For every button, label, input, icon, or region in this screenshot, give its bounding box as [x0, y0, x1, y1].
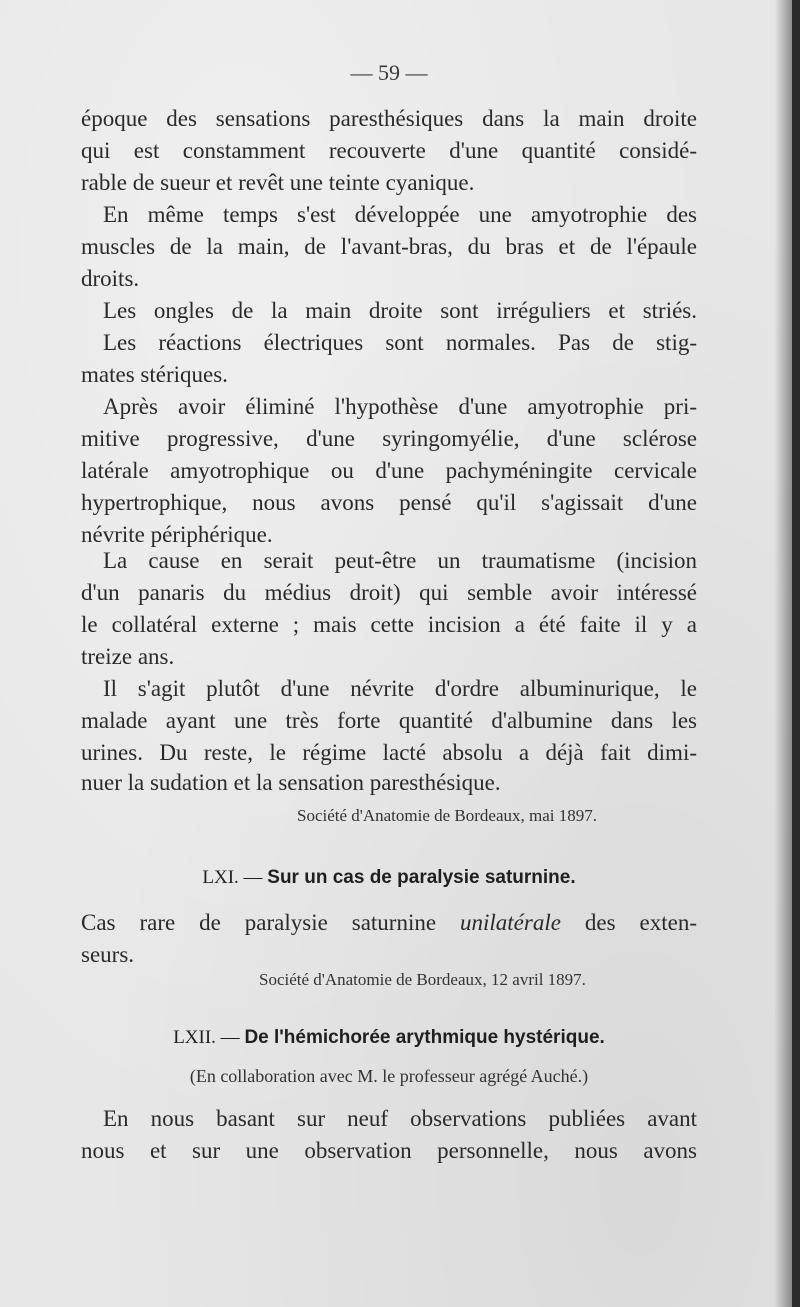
- text-line: d'un panaris du médius droit) qui semble avoir intéressé: [81, 580, 697, 605]
- section-title: De l'hémichorée arythmique hystérique.: [244, 1027, 605, 1048]
- text-segment: Cas rare de paralysie saturnine: [81, 910, 461, 935]
- text-line: nous et sur une observation personnelle, nous avons: [81, 1138, 697, 1163]
- italic-text: unilatérale: [460, 910, 561, 935]
- text-line: rable de sueur et revêt une teinte cyanique.: [81, 170, 475, 195]
- book-page: [81, 0, 697, 1307]
- section-number: LXI. —: [202, 867, 268, 888]
- text-line: [81, 908, 697, 938]
- text-line: treize ans.: [81, 644, 175, 669]
- text-line: En nous basant sur neuf observations publiées avant: [103, 1106, 697, 1131]
- section-title: Sur un cas de paralysie saturnine.: [267, 867, 576, 888]
- text-line: Les réactions électriques sont normales. Pas de stig-: [103, 330, 697, 355]
- text-line: seurs.: [81, 942, 135, 967]
- text-line: mitive progressive, d'une syringomyélie, d'une sclérose: [81, 426, 697, 451]
- text-segment: des exten-: [560, 910, 697, 935]
- text-line: muscles de la main, de l'avant-bras, du bras et de l'épaule: [81, 234, 697, 259]
- text-line: droits.: [81, 266, 140, 291]
- text-line: Il s'agit plutôt d'une névrite d'ordre albuminurique, le: [103, 676, 697, 701]
- text-line: Après avoir éliminé l'hypothèse d'une amyotrophie pri-: [103, 394, 697, 419]
- text-line: nuer la sudation et la sensation paresthésique.: [81, 770, 501, 795]
- text-line: mates stériques.: [81, 362, 228, 387]
- text-line: époque des sensations paresthésiques dans la main droite: [81, 106, 697, 131]
- page-edge: [792, 0, 800, 1307]
- text-line: hypertrophique, nous avons pensé qu'il s'agissait d'une: [81, 490, 697, 515]
- text-line: le collatéral externe ; mais cette incision a été faite il y a: [81, 612, 697, 637]
- text-line: qui est constamment recouverte d'une quantité considé-: [81, 138, 697, 163]
- collaboration-note: (En collaboration avec M. le professeur agrégé Auché.): [189, 1066, 589, 1086]
- section-number: LXII. —: [173, 1027, 245, 1048]
- text-line: La cause en serait peut-être un traumatisme (incision: [103, 548, 697, 573]
- text-line: névrite périphérique.: [81, 522, 273, 547]
- text-line: malade ayant une très forte quantité d'albumine dans les: [81, 708, 697, 733]
- citation: Société d'Anatomie de Bordeaux, mai 1897.: [297, 806, 598, 825]
- citation: Société d'Anatomie de Bordeaux, 12 avril 1897.: [259, 970, 586, 989]
- section-heading-lxi: [81, 866, 697, 889]
- section-heading-lxii: [81, 1026, 697, 1049]
- page-number: — 59 —: [350, 60, 428, 85]
- text-line: urines. Du reste, le régime lacté absolu a déjà fait dimi-: [81, 740, 697, 765]
- text-line: Les ongles de la main droite sont irréguliers et striés.: [103, 298, 697, 323]
- text-line: latérale amyotrophique ou d'une pachyméningite cervicale: [81, 458, 697, 483]
- text-line: En même temps s'est développée une amyotrophie des: [103, 202, 697, 227]
